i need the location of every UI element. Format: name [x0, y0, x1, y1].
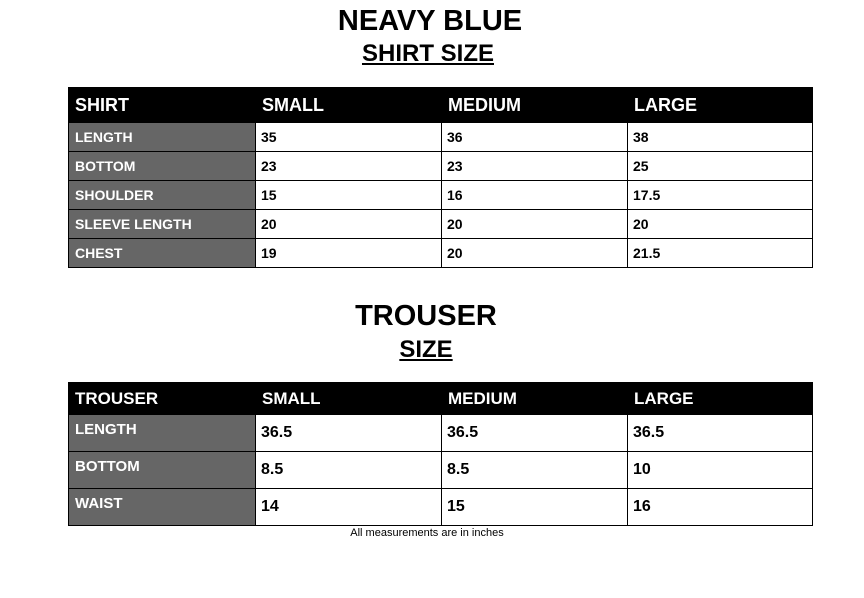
trouser-title: TROUSER [355, 300, 497, 332]
row-label: LENGTH [69, 415, 256, 452]
row-label: SLEEVE LENGTH [69, 210, 256, 239]
cell-large: 20 [628, 210, 813, 239]
row-label: BOTTOM [69, 152, 256, 181]
table-row [69, 181, 813, 210]
cell-medium: 15 [442, 489, 628, 526]
table-row [69, 210, 813, 239]
cell-small: 35 [256, 123, 442, 152]
column-header-medium: MEDIUM [442, 383, 628, 415]
column-header-garment: SHIRT [69, 88, 256, 123]
row-label: BOTTOM [69, 452, 256, 489]
cell-large: 17.5 [628, 181, 813, 210]
row-label: LENGTH [69, 123, 256, 152]
column-header-small: SMALL [256, 383, 442, 415]
cell-large: 38 [628, 123, 813, 152]
row-label: CHEST [69, 239, 256, 268]
cell-medium: 36 [442, 123, 628, 152]
cell-large: 36.5 [628, 415, 813, 452]
column-header-small: SMALL [256, 88, 442, 123]
table-row [69, 415, 813, 452]
cell-medium: 16 [442, 181, 628, 210]
table-row [69, 452, 813, 489]
cell-large: 16 [628, 489, 813, 526]
cell-small: 20 [256, 210, 442, 239]
table-header-row [69, 383, 813, 415]
cell-large: 21.5 [628, 239, 813, 268]
cell-small: 23 [256, 152, 442, 181]
table-row [69, 152, 813, 181]
cell-medium: 23 [442, 152, 628, 181]
cell-medium: 20 [442, 210, 628, 239]
cell-large: 10 [628, 452, 813, 489]
cell-medium: 20 [442, 239, 628, 268]
table-row [69, 123, 813, 152]
cell-small: 8.5 [256, 452, 442, 489]
trouser-size-table [68, 382, 813, 526]
column-header-large: LARGE [628, 383, 813, 415]
row-label: WAIST [69, 489, 256, 526]
row-label: SHOULDER [69, 181, 256, 210]
cell-medium: 8.5 [442, 452, 628, 489]
cell-small: 19 [256, 239, 442, 268]
footnote: All measurements are in inches [350, 527, 504, 539]
cell-small: 15 [256, 181, 442, 210]
shirt-size-table [68, 87, 813, 268]
trouser-subtitle: SIZE [399, 336, 453, 363]
cell-large: 25 [628, 152, 813, 181]
cell-small: 36.5 [256, 415, 442, 452]
column-header-medium: MEDIUM [442, 88, 628, 123]
column-header-garment: TROUSER [69, 383, 256, 415]
cell-small: 14 [256, 489, 442, 526]
table-header-row [69, 88, 813, 123]
shirt-title: NEAVY BLUE [337, 5, 523, 37]
table-row [69, 239, 813, 268]
shirt-subtitle: SHIRT SIZE [361, 40, 494, 67]
column-header-large: LARGE [628, 88, 813, 123]
cell-medium: 36.5 [442, 415, 628, 452]
table-row [69, 489, 813, 526]
